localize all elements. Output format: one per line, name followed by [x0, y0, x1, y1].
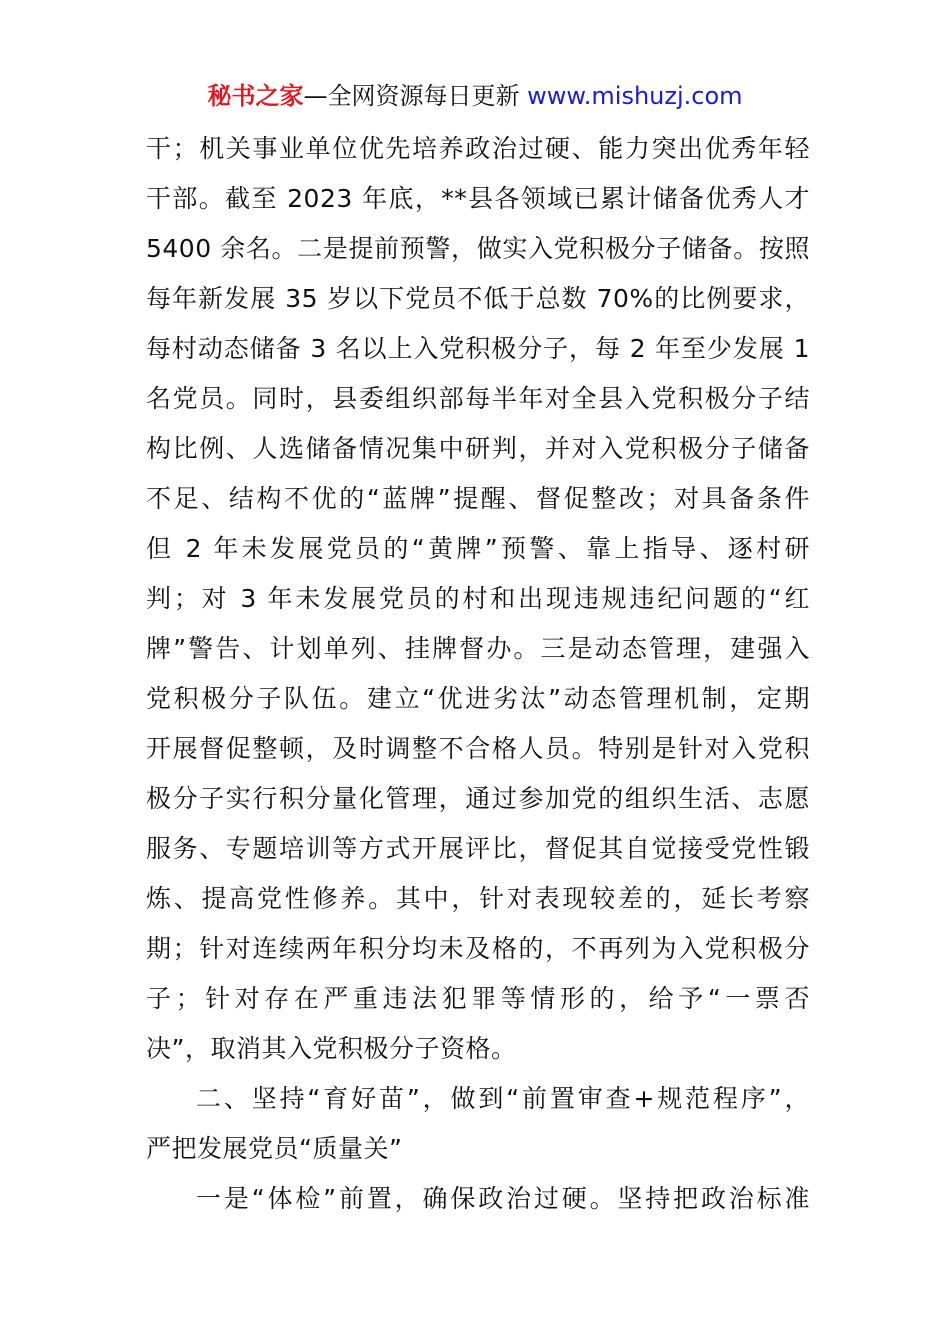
text-line: 每村动态储备 3 名以上入党积极分子，每 2 年至少发展 1 [146, 334, 810, 363]
section-heading-line: 二、坚持“育好苗”，做到“前置审查+规范程序”， [196, 1084, 810, 1113]
text-line: 判；对 3 年未发展党员的村和出现违规违纪问题的“红 [146, 584, 810, 613]
text-line: 不足、结构不优的“蓝牌”提醒、督促整改；对具备条件 [146, 484, 810, 513]
header-brand: 秘书之家 [207, 82, 304, 110]
text-line: 干部。截至 2023 年底，**县各领域已累计储备优秀人才 [146, 184, 810, 213]
header-url-link[interactable]: www.mishuzj.com [527, 82, 743, 110]
text-line: 构比例、人选储备情况集中研判，并对入党积极分子储备 [146, 434, 810, 463]
text-line: 子；针对存在严重违法犯罪等情形的，给予“一票否 [146, 984, 810, 1013]
text-line: 牌”警告、计划单列、挂牌督办。三是动态管理，建强入 [146, 634, 810, 663]
section-heading-line: 严把发展党员“质量关” [146, 1134, 403, 1163]
text-line: 一是“体检”前置，确保政治过硬。坚持把政治标准 [196, 1184, 810, 1213]
text-line: 但 2 年未发展党员的“黄牌”预警、靠上指导、逐村研 [146, 534, 810, 563]
text-line: 每年新发展 35 岁以下党员不低于总数 70%的比例要求， [146, 284, 810, 313]
page-header [0, 78, 950, 114]
text-line: 开展督促整顿，及时调整不合格人员。特别是针对入党积 [146, 734, 810, 763]
text-line: 炼、提高党性修养。其中，针对表现较差的，延长考察 [146, 884, 810, 913]
text-line: 服务、专题培训等方式开展评比，督促其自觉接受党性锻 [146, 834, 810, 863]
text-line: 党积极分子队伍。建立“优进劣汰”动态管理机制，定期 [146, 684, 810, 713]
text-line: 干；机关事业单位优先培养政治过硬、能力突出优秀年轻 [146, 134, 810, 163]
text-line: 期；针对连续两年积分均未及格的，不再列为入党积极分 [146, 934, 810, 963]
text-line: 决”，取消其入党积极分子资格。 [146, 1034, 517, 1063]
text-line: 极分子实行积分量化管理，通过参加党的组织生活、志愿 [146, 784, 810, 813]
header-tagline: —全网资源每日更新 [303, 82, 528, 110]
text-line: 5400 余名。二是提前预警，做实入党积极分子储备。按照 [146, 234, 810, 263]
text-line: 名党员。同时，县委组织部每半年对全县入党积极分子结 [146, 384, 810, 413]
body-text [146, 124, 810, 1224]
